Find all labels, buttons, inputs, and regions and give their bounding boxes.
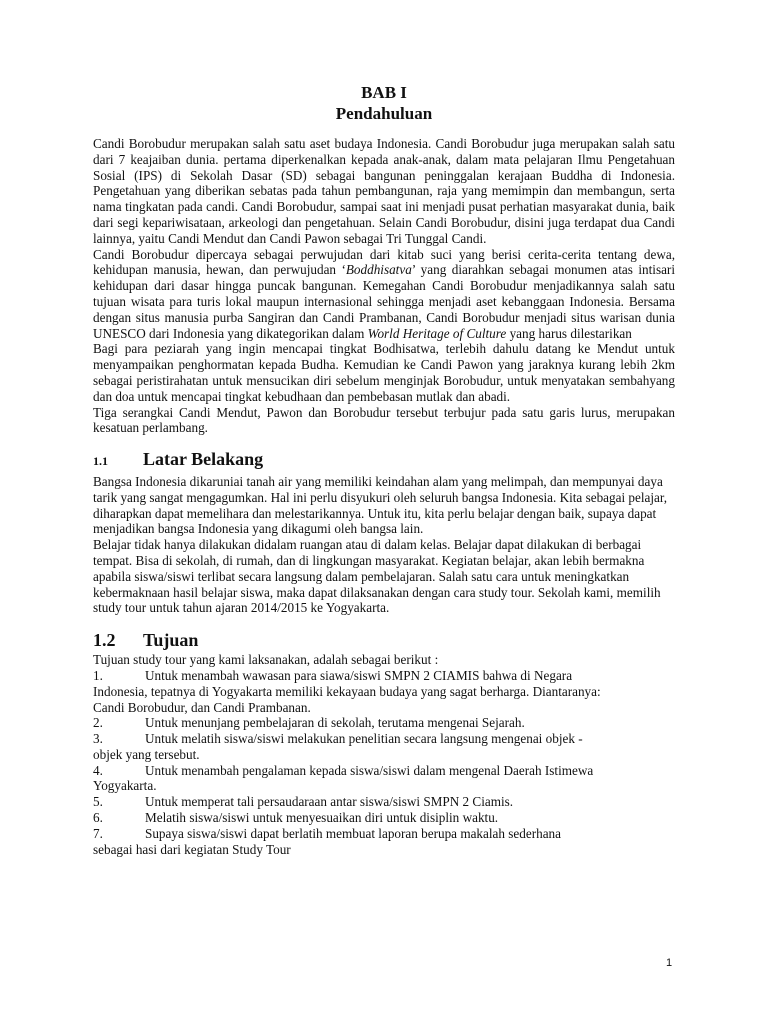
list-item (93, 794, 675, 810)
page-number: 1 (666, 957, 673, 969)
list-item-continuation: Indonesia, tepatnya di Yogyakarta memiliki kekayaan budaya yang sagat berharga. Diantaranya: (93, 683, 601, 699)
section-2-heading (93, 630, 675, 650)
section-1-paragraph-1: Bangsa Indonesia dikaruniai tanah air yang memiliki keindahan alam yang melimpah, dan mempunyai daya tarik yang sangat mengagumkan. Hal ini perlu disyukuri oleh seluruh bangsa Indonesia. Kita sebagai pelajar, diharapkan dapat memelihara dan melestarikannya. Untuk itu, kita perlu belajar dengan baik, supaya dapat menjadikan bangsa Indonesia yang dikagumi oleh bangsa lain. (93, 473, 668, 537)
intro-paragraph-1: Candi Borobudur merupakan salah satu aset budaya Indonesia. Candi Borobudur juga merupakan salah satu dari 7 keajaiban dunia. pertama diperkenalkan kepada anak-anak, dalam mata pelajaran Ilmu Pengetahuan Sosial (IPS) di Sekolah Dasar (SD) sebagai bangunan peninggalan kerajaan Buddha di Indonesia. Pengetahuan yang diberikan sebatas pada tahun pembangunan, raja yang memimpin dan membangun, serta nama tingkatan pada candi. Candi Borobudur, sampai saat ini menjadi pusat perhatian masyarakat dunia, baik dari segi kepariwisataan, arkeologi dan pengetahuan. Selain Candi Borobudur, disini juga terdapat dua Candi lainnya, yaitu Candi Mendut dan Candi Pawon sebagai Tri Tunggal Candi. (93, 136, 675, 246)
chapter-title: Pendahuluan (335, 104, 433, 123)
intro-paragraph-3: Bagi para peziarah yang ingin mencapai tingkat Bodhisatwa, terlebih dahulu datang ke Mendut untuk menyampaikan penghormatan kepada Budha. Kemudian ke Candi Pawon yang jaraknya kurang lebih 2km sebagai peristirahatan untuk mensucikan diri sebelum menginjak Borobudur, untuk menyatakan sembahyang dan doa untuk mencapai tingkat kebudhaan dan pembebasan mutlak dan abadi. (93, 341, 675, 404)
list-item-continuation: Candi Borobudur, dan Candi Prambanan. (93, 699, 311, 715)
list-item-number: 5. (93, 794, 103, 810)
intro-p2-italic-boddhisatva: Boddhisatva (345, 262, 412, 278)
list-item-continuation: sebagai hasi dari kegiatan Study Tour (93, 841, 291, 857)
section-2-intro: Tujuan study tour yang kami laksanakan, adalah sebagai berikut : (93, 652, 439, 668)
list-item (93, 715, 675, 731)
objectives-list (93, 668, 675, 858)
list-item-text: Untuk memperat tali persaudaraan antar siswa/siswi SMPN 2 Ciamis. (145, 794, 514, 810)
section-1-heading (93, 449, 675, 470)
chapter-heading (93, 82, 675, 124)
section-2-title: Tujuan (143, 630, 199, 651)
intro-paragraph-2 (93, 247, 675, 342)
list-item-number: 2. (93, 715, 103, 731)
chapter-label: BAB I (361, 83, 407, 102)
list-item (93, 668, 675, 684)
intro-p2-part-c: yang harus dilestarikan (506, 325, 632, 341)
list-item-continuation: objek yang tersebut. (93, 746, 200, 762)
list-item-text: Untuk menambah pengalaman kepada siswa/siswi dalam mengenal Daerah Istimewa (145, 762, 594, 778)
section-1-title: Latar Belakang (143, 449, 264, 470)
page-content (93, 82, 675, 857)
list-item-number: 3. (93, 731, 103, 747)
list-item (93, 826, 675, 842)
section-2-number: 1.2 (93, 630, 116, 651)
list-item-text: Melatih siswa/siswi untuk menyesuaikan diri untuk disiplin waktu. (145, 810, 499, 826)
section-1-paragraph-2: Belajar tidak hanya dilakukan didalam ruangan atau di dalam kelas. Belajar dapat dilakukan di berbagai tempat. Bisa di sekolah, di rumah, dan di lingkungan masyarakat. Kegiatan belajar, akan lebih bermakna apabila siswa/siswi terlibat secara langsung dalam pembelajaran. Salah satu cara untuk meningkatkan kebermaknaan hasil belajar siswa, maka dapat dilaksanakan dengan cara study tour. Sekolah kami, memilih study tour untuk tahun ajaran 2014/2015 ke Yogyakarta. (93, 537, 661, 616)
list-item-text: Untuk menambah wawasan para siawa/siswi SMPN 2 CIAMIS bahwa di Negara (145, 667, 573, 683)
intro-paragraph-4: Tiga serangkai Candi Mendut, Pawon dan Borobudur tersebut terbujur pada satu garis lurus, merupakan kesatuan perlambang. (93, 404, 675, 436)
intro-p2-part-b: ’ yang diarahkan sebagai monumen atas intisari kehidupan dari dasar hingga puncak bangunan. Kemegahan Candi Borobudur menjadikannya salah satu tujuan wisata para turis lokal maupun internasional sehingga menjadi aset kebanggaan Indonesia. Bersama dengan situs manusia purba Sangiran dan Candi Prambanan, Candi Borobudur menjadi situs warisan dunia UNESCO dari Indonesia yang dikategorikan dalam (93, 262, 675, 341)
list-item-number: 7. (93, 825, 103, 841)
list-item (93, 810, 675, 826)
list-item (93, 763, 675, 779)
list-item-text: Untuk melatih siswa/siswi melakukan penelitian secara langsung mengenai objek - (145, 731, 583, 747)
intro-p2-part-a: Candi Borobudur dipercaya sebagai perwujudan dari kitab suci yang berisi cerita-cerita tentang dewa, kehidupan manusia, hewan, dan perwujudan ‘ (93, 246, 675, 278)
list-item-text: Supaya siswa/siswi dapat berlatih membuat laporan berupa makalah sederhana (145, 825, 561, 841)
list-item-continuation: Yogyakarta. (93, 778, 157, 794)
list-item-number: 1. (93, 667, 103, 683)
list-item-number: 4. (93, 762, 103, 778)
list-item-number: 6. (93, 810, 103, 826)
intro-p2-italic-heritage: World Heritage of Culture (367, 325, 507, 341)
list-item (93, 731, 675, 747)
section-1-number: 1.1 (93, 454, 108, 469)
list-item-text: Untuk menunjang pembelajaran di sekolah, terutama mengenai Sejarah. (145, 715, 525, 731)
